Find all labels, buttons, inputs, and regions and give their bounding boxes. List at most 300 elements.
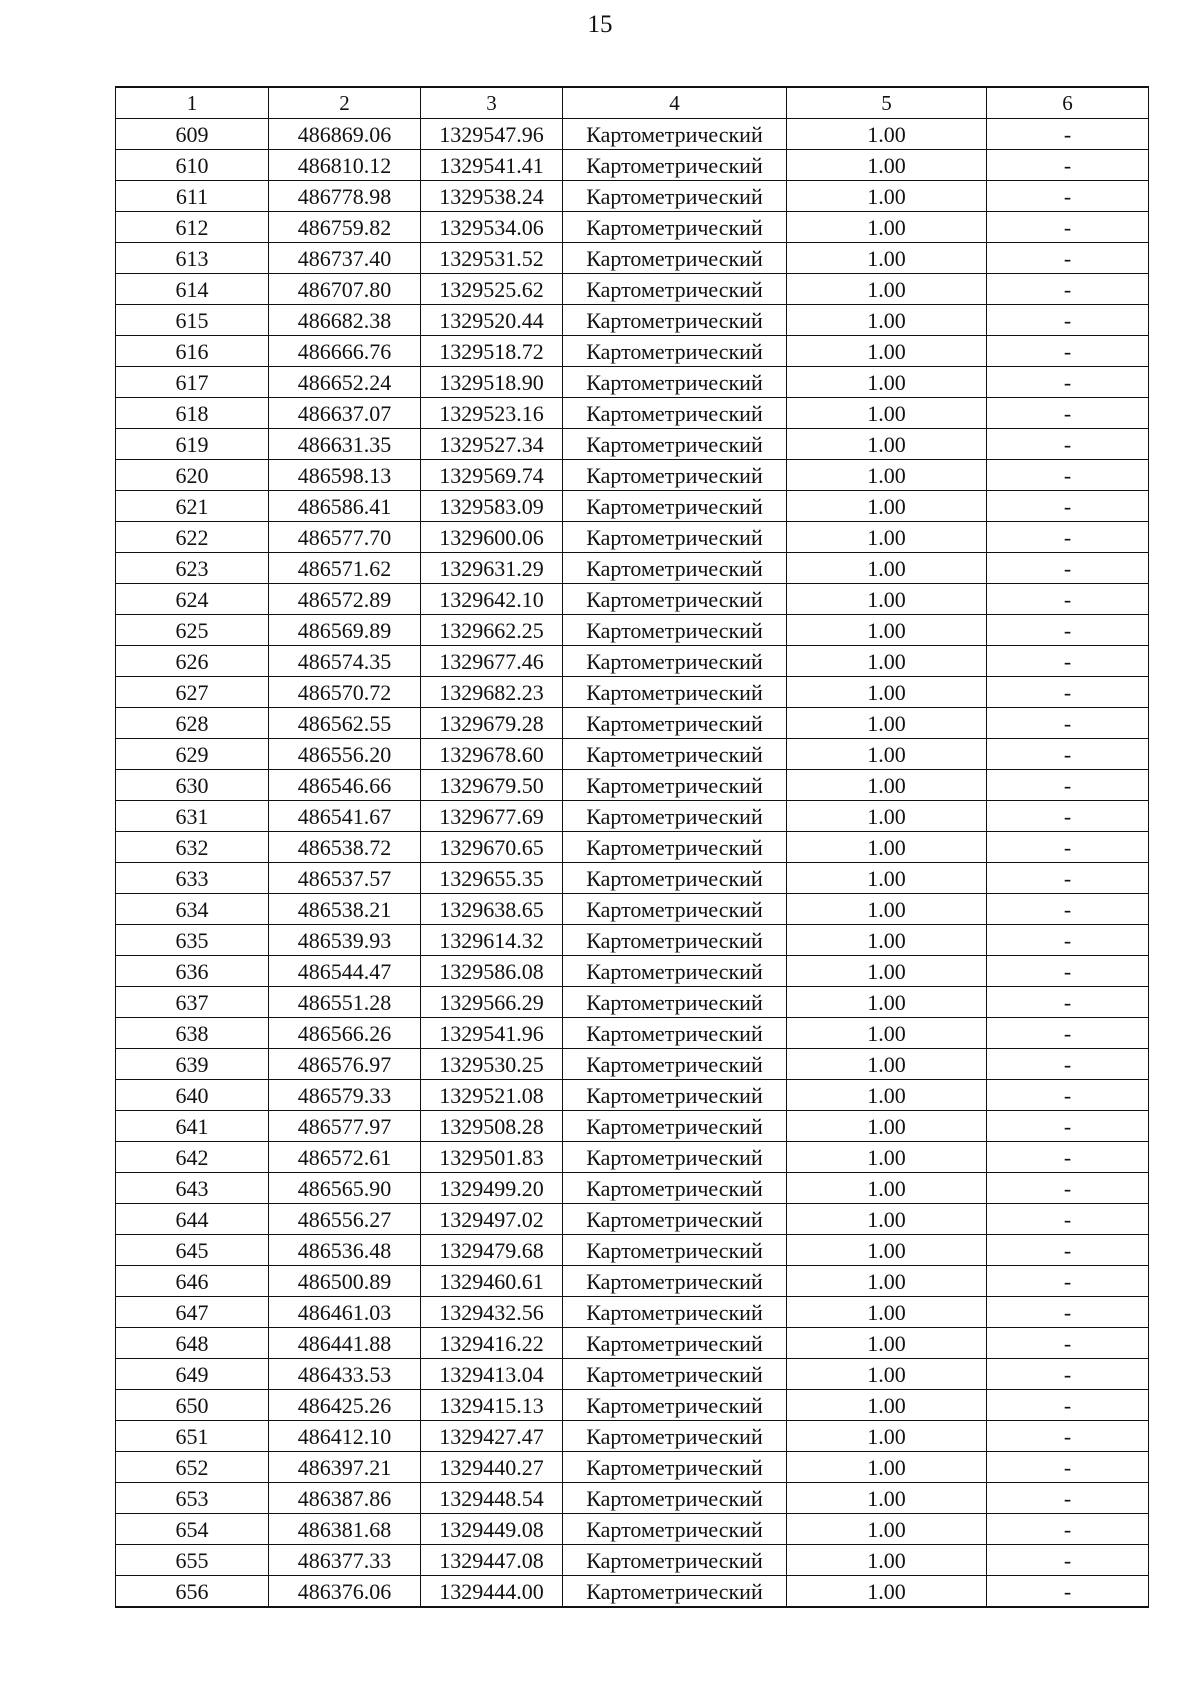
accuracy-cell: 1.00 xyxy=(787,1514,987,1545)
table-row xyxy=(116,305,1149,336)
method-cell: Картометрический xyxy=(563,987,787,1018)
accuracy-cell: 1.00 xyxy=(787,1421,987,1452)
accuracy-cell: 1.00 xyxy=(787,956,987,987)
table-row xyxy=(116,1545,1149,1576)
table-body xyxy=(116,119,1149,1608)
note-cell: - xyxy=(987,801,1149,832)
x-coordinate-cell: 486387.86 xyxy=(269,1483,421,1514)
table-row xyxy=(116,1390,1149,1421)
x-coordinate-cell: 486810.12 xyxy=(269,150,421,181)
accuracy-cell: 1.00 xyxy=(787,584,987,615)
note-cell: - xyxy=(987,677,1149,708)
point-number-cell: 641 xyxy=(116,1111,269,1142)
y-coordinate-cell: 1329525.62 xyxy=(421,274,563,305)
table-row xyxy=(116,863,1149,894)
note-cell: - xyxy=(987,1235,1149,1266)
accuracy-cell: 1.00 xyxy=(787,1545,987,1576)
note-cell: - xyxy=(987,150,1149,181)
table-row xyxy=(116,956,1149,987)
accuracy-cell: 1.00 xyxy=(787,646,987,677)
table-row xyxy=(116,677,1149,708)
point-number-cell: 654 xyxy=(116,1514,269,1545)
method-cell: Картометрический xyxy=(563,1204,787,1235)
point-number-cell: 609 xyxy=(116,119,269,150)
method-cell: Картометрический xyxy=(563,150,787,181)
x-coordinate-cell: 486869.06 xyxy=(269,119,421,150)
note-cell: - xyxy=(987,274,1149,305)
note-cell: - xyxy=(987,1452,1149,1483)
y-coordinate-cell: 1329655.35 xyxy=(421,863,563,894)
x-coordinate-cell: 486441.88 xyxy=(269,1328,421,1359)
point-number-cell: 628 xyxy=(116,708,269,739)
y-coordinate-cell: 1329547.96 xyxy=(421,119,563,150)
x-coordinate-cell: 486570.72 xyxy=(269,677,421,708)
table-row xyxy=(116,1514,1149,1545)
table-row xyxy=(116,429,1149,460)
y-coordinate-cell: 1329440.27 xyxy=(421,1452,563,1483)
x-coordinate-cell: 486637.07 xyxy=(269,398,421,429)
x-coordinate-cell: 486577.70 xyxy=(269,522,421,553)
table-row xyxy=(116,894,1149,925)
table-row xyxy=(116,1576,1149,1608)
method-cell: Картометрический xyxy=(563,398,787,429)
table-row xyxy=(116,181,1149,212)
note-cell: - xyxy=(987,708,1149,739)
method-cell: Картометрический xyxy=(563,584,787,615)
point-number-cell: 656 xyxy=(116,1576,269,1608)
y-coordinate-cell: 1329521.08 xyxy=(421,1080,563,1111)
note-cell: - xyxy=(987,770,1149,801)
x-coordinate-cell: 486538.72 xyxy=(269,832,421,863)
column-header-3: 3 xyxy=(421,87,563,119)
note-cell: - xyxy=(987,1080,1149,1111)
note-cell: - xyxy=(987,305,1149,336)
note-cell: - xyxy=(987,181,1149,212)
point-number-cell: 610 xyxy=(116,150,269,181)
y-coordinate-cell: 1329682.23 xyxy=(421,677,563,708)
y-coordinate-cell: 1329460.61 xyxy=(421,1266,563,1297)
x-coordinate-cell: 486433.53 xyxy=(269,1359,421,1390)
y-coordinate-cell: 1329677.46 xyxy=(421,646,563,677)
y-coordinate-cell: 1329449.08 xyxy=(421,1514,563,1545)
y-coordinate-cell: 1329527.34 xyxy=(421,429,563,460)
note-cell: - xyxy=(987,1328,1149,1359)
method-cell: Картометрический xyxy=(563,491,787,522)
point-number-cell: 631 xyxy=(116,801,269,832)
x-coordinate-cell: 486682.38 xyxy=(269,305,421,336)
y-coordinate-cell: 1329662.25 xyxy=(421,615,563,646)
note-cell: - xyxy=(987,212,1149,243)
table-row xyxy=(116,150,1149,181)
point-number-cell: 639 xyxy=(116,1049,269,1080)
table-row xyxy=(116,1142,1149,1173)
y-coordinate-cell: 1329448.54 xyxy=(421,1483,563,1514)
point-number-cell: 646 xyxy=(116,1266,269,1297)
accuracy-cell: 1.00 xyxy=(787,1142,987,1173)
column-header-2: 2 xyxy=(269,87,421,119)
x-coordinate-cell: 486562.55 xyxy=(269,708,421,739)
method-cell: Картометрический xyxy=(563,1421,787,1452)
accuracy-cell: 1.00 xyxy=(787,1235,987,1266)
note-cell: - xyxy=(987,1173,1149,1204)
note-cell: - xyxy=(987,832,1149,863)
point-number-cell: 612 xyxy=(116,212,269,243)
y-coordinate-cell: 1329447.08 xyxy=(421,1545,563,1576)
accuracy-cell: 1.00 xyxy=(787,429,987,460)
x-coordinate-cell: 486577.97 xyxy=(269,1111,421,1142)
y-coordinate-cell: 1329614.32 xyxy=(421,925,563,956)
table-row xyxy=(116,801,1149,832)
table-row xyxy=(116,1235,1149,1266)
x-coordinate-cell: 486556.27 xyxy=(269,1204,421,1235)
table-row xyxy=(116,1080,1149,1111)
point-number-cell: 653 xyxy=(116,1483,269,1514)
method-cell: Картометрический xyxy=(563,1142,787,1173)
table-row xyxy=(116,770,1149,801)
x-coordinate-cell: 486569.89 xyxy=(269,615,421,646)
note-cell: - xyxy=(987,615,1149,646)
x-coordinate-cell: 486598.13 xyxy=(269,460,421,491)
point-number-cell: 638 xyxy=(116,1018,269,1049)
note-cell: - xyxy=(987,429,1149,460)
y-coordinate-cell: 1329530.25 xyxy=(421,1049,563,1080)
x-coordinate-cell: 486586.41 xyxy=(269,491,421,522)
column-header-1: 1 xyxy=(116,87,269,119)
accuracy-cell: 1.00 xyxy=(787,677,987,708)
table-row xyxy=(116,367,1149,398)
y-coordinate-cell: 1329631.29 xyxy=(421,553,563,584)
point-number-cell: 621 xyxy=(116,491,269,522)
accuracy-cell: 1.00 xyxy=(787,1173,987,1204)
note-cell: - xyxy=(987,739,1149,770)
accuracy-cell: 1.00 xyxy=(787,1576,987,1608)
point-number-cell: 616 xyxy=(116,336,269,367)
note-cell: - xyxy=(987,1049,1149,1080)
accuracy-cell: 1.00 xyxy=(787,739,987,770)
method-cell: Картометрический xyxy=(563,1452,787,1483)
point-number-cell: 642 xyxy=(116,1142,269,1173)
method-cell: Картометрический xyxy=(563,1111,787,1142)
x-coordinate-cell: 486652.24 xyxy=(269,367,421,398)
method-cell: Картометрический xyxy=(563,708,787,739)
y-coordinate-cell: 1329569.74 xyxy=(421,460,563,491)
y-coordinate-cell: 1329413.04 xyxy=(421,1359,563,1390)
x-coordinate-cell: 486412.10 xyxy=(269,1421,421,1452)
note-cell: - xyxy=(987,894,1149,925)
method-cell: Картометрический xyxy=(563,1390,787,1421)
y-coordinate-cell: 1329415.13 xyxy=(421,1390,563,1421)
point-number-cell: 650 xyxy=(116,1390,269,1421)
accuracy-cell: 1.00 xyxy=(787,1111,987,1142)
x-coordinate-cell: 486574.35 xyxy=(269,646,421,677)
note-cell: - xyxy=(987,863,1149,894)
accuracy-cell: 1.00 xyxy=(787,615,987,646)
x-coordinate-cell: 486572.89 xyxy=(269,584,421,615)
note-cell: - xyxy=(987,1359,1149,1390)
x-coordinate-cell: 486571.62 xyxy=(269,553,421,584)
x-coordinate-cell: 486551.28 xyxy=(269,987,421,1018)
table-row xyxy=(116,987,1149,1018)
method-cell: Картометрический xyxy=(563,832,787,863)
method-cell: Картометрический xyxy=(563,1049,787,1080)
table-row xyxy=(116,1049,1149,1080)
y-coordinate-cell: 1329586.08 xyxy=(421,956,563,987)
table-row xyxy=(116,1018,1149,1049)
method-cell: Картометрический xyxy=(563,1018,787,1049)
point-number-cell: 648 xyxy=(116,1328,269,1359)
point-number-cell: 643 xyxy=(116,1173,269,1204)
point-number-cell: 620 xyxy=(116,460,269,491)
point-number-cell: 622 xyxy=(116,522,269,553)
accuracy-cell: 1.00 xyxy=(787,243,987,274)
note-cell: - xyxy=(987,1390,1149,1421)
x-coordinate-cell: 486572.61 xyxy=(269,1142,421,1173)
point-number-cell: 614 xyxy=(116,274,269,305)
y-coordinate-cell: 1329520.44 xyxy=(421,305,563,336)
y-coordinate-cell: 1329678.60 xyxy=(421,739,563,770)
y-coordinate-cell: 1329538.24 xyxy=(421,181,563,212)
note-cell: - xyxy=(987,987,1149,1018)
method-cell: Картометрический xyxy=(563,429,787,460)
x-coordinate-cell: 486425.26 xyxy=(269,1390,421,1421)
method-cell: Картометрический xyxy=(563,367,787,398)
x-coordinate-cell: 486381.68 xyxy=(269,1514,421,1545)
y-coordinate-cell: 1329497.02 xyxy=(421,1204,563,1235)
point-number-cell: 619 xyxy=(116,429,269,460)
accuracy-cell: 1.00 xyxy=(787,212,987,243)
x-coordinate-cell: 486461.03 xyxy=(269,1297,421,1328)
table-row xyxy=(116,491,1149,522)
method-cell: Картометрический xyxy=(563,1545,787,1576)
table-row xyxy=(116,615,1149,646)
table-row xyxy=(116,1452,1149,1483)
method-cell: Картометрический xyxy=(563,1173,787,1204)
page-number: 15 xyxy=(587,11,613,38)
note-cell: - xyxy=(987,1266,1149,1297)
method-cell: Картометрический xyxy=(563,646,787,677)
accuracy-cell: 1.00 xyxy=(787,1049,987,1080)
y-coordinate-cell: 1329432.56 xyxy=(421,1297,563,1328)
x-coordinate-cell: 486737.40 xyxy=(269,243,421,274)
method-cell: Картометрический xyxy=(563,1359,787,1390)
point-number-cell: 625 xyxy=(116,615,269,646)
x-coordinate-cell: 486539.93 xyxy=(269,925,421,956)
note-cell: - xyxy=(987,1204,1149,1235)
y-coordinate-cell: 1329566.29 xyxy=(421,987,563,1018)
column-header-6: 6 xyxy=(987,87,1149,119)
accuracy-cell: 1.00 xyxy=(787,336,987,367)
method-cell: Картометрический xyxy=(563,956,787,987)
y-coordinate-cell: 1329499.20 xyxy=(421,1173,563,1204)
accuracy-cell: 1.00 xyxy=(787,367,987,398)
table-row xyxy=(116,1204,1149,1235)
accuracy-cell: 1.00 xyxy=(787,522,987,553)
coordinates-table xyxy=(115,86,1149,1608)
table-row xyxy=(116,832,1149,863)
accuracy-cell: 1.00 xyxy=(787,181,987,212)
table-row xyxy=(116,584,1149,615)
note-cell: - xyxy=(987,1545,1149,1576)
method-cell: Картометрический xyxy=(563,243,787,274)
point-number-cell: 651 xyxy=(116,1421,269,1452)
y-coordinate-cell: 1329501.83 xyxy=(421,1142,563,1173)
method-cell: Картометрический xyxy=(563,1576,787,1608)
note-cell: - xyxy=(987,646,1149,677)
accuracy-cell: 1.00 xyxy=(787,863,987,894)
note-cell: - xyxy=(987,243,1149,274)
accuracy-cell: 1.00 xyxy=(787,119,987,150)
accuracy-cell: 1.00 xyxy=(787,460,987,491)
accuracy-cell: 1.00 xyxy=(787,398,987,429)
method-cell: Картометрический xyxy=(563,1297,787,1328)
x-coordinate-cell: 486707.80 xyxy=(269,274,421,305)
point-number-cell: 624 xyxy=(116,584,269,615)
x-coordinate-cell: 486666.76 xyxy=(269,336,421,367)
table-row xyxy=(116,243,1149,274)
note-cell: - xyxy=(987,1111,1149,1142)
method-cell: Картометрический xyxy=(563,274,787,305)
note-cell: - xyxy=(987,336,1149,367)
method-cell: Картометрический xyxy=(563,1266,787,1297)
x-coordinate-cell: 486576.97 xyxy=(269,1049,421,1080)
table-row xyxy=(116,460,1149,491)
note-cell: - xyxy=(987,491,1149,522)
method-cell: Картометрический xyxy=(563,119,787,150)
accuracy-cell: 1.00 xyxy=(787,1297,987,1328)
point-number-cell: 635 xyxy=(116,925,269,956)
accuracy-cell: 1.00 xyxy=(787,1018,987,1049)
method-cell: Картометрический xyxy=(563,1235,787,1266)
column-header-5: 5 xyxy=(787,87,987,119)
table-row xyxy=(116,1483,1149,1514)
method-cell: Картометрический xyxy=(563,615,787,646)
note-cell: - xyxy=(987,119,1149,150)
note-cell: - xyxy=(987,1142,1149,1173)
y-coordinate-cell: 1329518.72 xyxy=(421,336,563,367)
point-number-cell: 647 xyxy=(116,1297,269,1328)
y-coordinate-cell: 1329444.00 xyxy=(421,1576,563,1608)
accuracy-cell: 1.00 xyxy=(787,832,987,863)
accuracy-cell: 1.00 xyxy=(787,1266,987,1297)
y-coordinate-cell: 1329670.65 xyxy=(421,832,563,863)
method-cell: Картометрический xyxy=(563,212,787,243)
note-cell: - xyxy=(987,1297,1149,1328)
method-cell: Картометрический xyxy=(563,522,787,553)
column-header-4: 4 xyxy=(563,87,787,119)
x-coordinate-cell: 486376.06 xyxy=(269,1576,421,1608)
point-number-cell: 618 xyxy=(116,398,269,429)
y-coordinate-cell: 1329679.28 xyxy=(421,708,563,739)
y-coordinate-cell: 1329541.41 xyxy=(421,150,563,181)
note-cell: - xyxy=(987,367,1149,398)
x-coordinate-cell: 486565.90 xyxy=(269,1173,421,1204)
method-cell: Картометрический xyxy=(563,1514,787,1545)
x-coordinate-cell: 486579.33 xyxy=(269,1080,421,1111)
method-cell: Картометрический xyxy=(563,739,787,770)
y-coordinate-cell: 1329508.28 xyxy=(421,1111,563,1142)
point-number-cell: 629 xyxy=(116,739,269,770)
note-cell: - xyxy=(987,584,1149,615)
y-coordinate-cell: 1329416.22 xyxy=(421,1328,563,1359)
table-row xyxy=(116,274,1149,305)
table-row xyxy=(116,1359,1149,1390)
method-cell: Картометрический xyxy=(563,677,787,708)
note-cell: - xyxy=(987,398,1149,429)
note-cell: - xyxy=(987,1421,1149,1452)
method-cell: Картометрический xyxy=(563,801,787,832)
point-number-cell: 640 xyxy=(116,1080,269,1111)
point-number-cell: 649 xyxy=(116,1359,269,1390)
accuracy-cell: 1.00 xyxy=(787,801,987,832)
table-row xyxy=(116,553,1149,584)
table-row xyxy=(116,1111,1149,1142)
note-cell: - xyxy=(987,1514,1149,1545)
y-coordinate-cell: 1329642.10 xyxy=(421,584,563,615)
method-cell: Картометрический xyxy=(563,925,787,956)
y-coordinate-cell: 1329534.06 xyxy=(421,212,563,243)
table-row xyxy=(116,1266,1149,1297)
point-number-cell: 637 xyxy=(116,987,269,1018)
note-cell: - xyxy=(987,956,1149,987)
y-coordinate-cell: 1329677.69 xyxy=(421,801,563,832)
table-row xyxy=(116,336,1149,367)
accuracy-cell: 1.00 xyxy=(787,987,987,1018)
method-cell: Картометрический xyxy=(563,181,787,212)
y-coordinate-cell: 1329679.50 xyxy=(421,770,563,801)
point-number-cell: 634 xyxy=(116,894,269,925)
accuracy-cell: 1.00 xyxy=(787,1390,987,1421)
accuracy-cell: 1.00 xyxy=(787,1204,987,1235)
accuracy-cell: 1.00 xyxy=(787,553,987,584)
x-coordinate-cell: 486631.35 xyxy=(269,429,421,460)
note-cell: - xyxy=(987,1576,1149,1608)
note-cell: - xyxy=(987,1018,1149,1049)
point-number-cell: 626 xyxy=(116,646,269,677)
method-cell: Картометрический xyxy=(563,1080,787,1111)
table-row xyxy=(116,708,1149,739)
accuracy-cell: 1.00 xyxy=(787,150,987,181)
point-number-cell: 630 xyxy=(116,770,269,801)
accuracy-cell: 1.00 xyxy=(787,770,987,801)
table-row xyxy=(116,739,1149,770)
point-number-cell: 645 xyxy=(116,1235,269,1266)
note-cell: - xyxy=(987,1483,1149,1514)
point-number-cell: 611 xyxy=(116,181,269,212)
x-coordinate-cell: 486778.98 xyxy=(269,181,421,212)
x-coordinate-cell: 486536.48 xyxy=(269,1235,421,1266)
x-coordinate-cell: 486538.21 xyxy=(269,894,421,925)
method-cell: Картометрический xyxy=(563,863,787,894)
x-coordinate-cell: 486759.82 xyxy=(269,212,421,243)
accuracy-cell: 1.00 xyxy=(787,1328,987,1359)
note-cell: - xyxy=(987,460,1149,491)
accuracy-cell: 1.00 xyxy=(787,1080,987,1111)
accuracy-cell: 1.00 xyxy=(787,925,987,956)
x-coordinate-cell: 486541.67 xyxy=(269,801,421,832)
y-coordinate-cell: 1329479.68 xyxy=(421,1235,563,1266)
method-cell: Картометрический xyxy=(563,894,787,925)
method-cell: Картометрический xyxy=(563,305,787,336)
point-number-cell: 633 xyxy=(116,863,269,894)
table-row xyxy=(116,925,1149,956)
table-row xyxy=(116,1328,1149,1359)
y-coordinate-cell: 1329541.96 xyxy=(421,1018,563,1049)
method-cell: Картометрический xyxy=(563,1328,787,1359)
method-cell: Картометрический xyxy=(563,1483,787,1514)
x-coordinate-cell: 486500.89 xyxy=(269,1266,421,1297)
y-coordinate-cell: 1329523.16 xyxy=(421,398,563,429)
point-number-cell: 632 xyxy=(116,832,269,863)
